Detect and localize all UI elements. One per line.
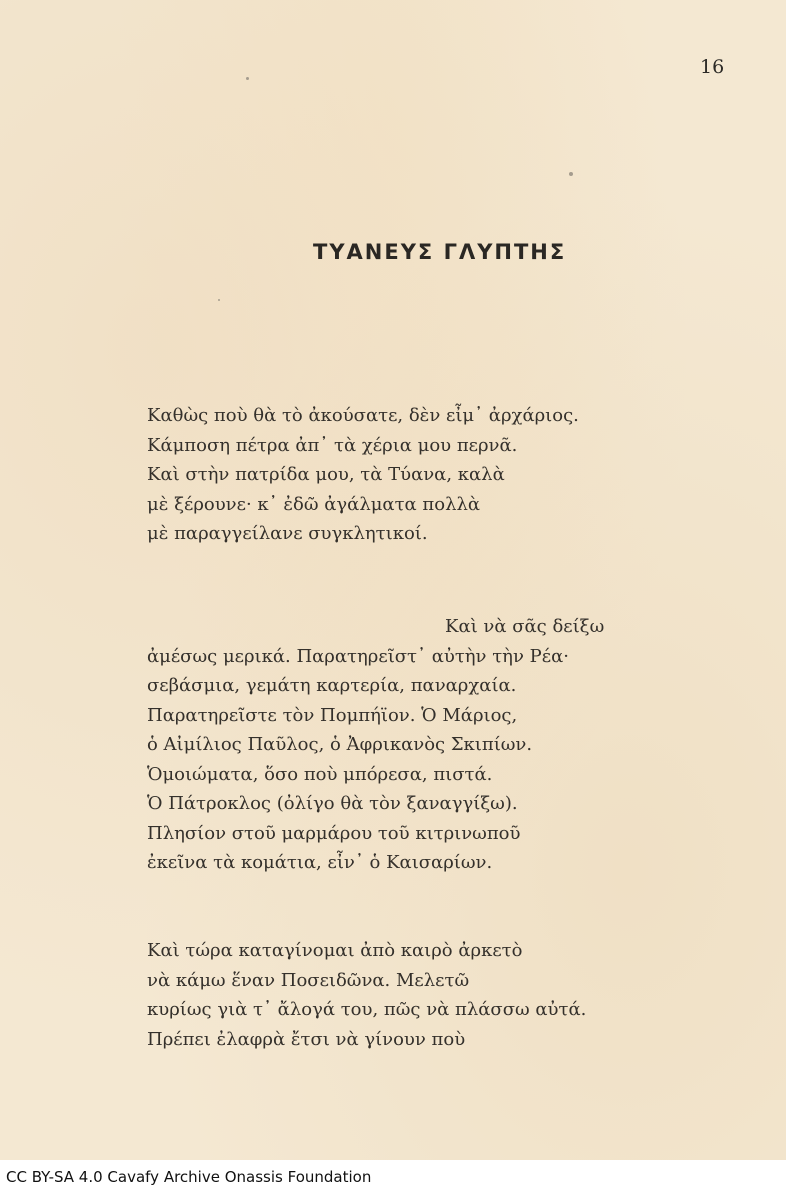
poem-title: ΤΥΑΝΕΥΣ ΓΛΥΠΤΗΣ bbox=[313, 240, 567, 264]
license-text: CC BY-SA 4.0 Cavafy Archive Onassis Foundation bbox=[6, 1168, 372, 1186]
poem-line: Πλησίον στοῦ μαρμάρου τοῦ κιτρινωποῦ bbox=[147, 822, 521, 844]
poem-line: Πρέπει ἐλαφρὰ ἔτσι νὰ γίνουν ποὺ bbox=[147, 1028, 466, 1050]
paper-speck bbox=[246, 77, 249, 80]
license-footer bbox=[0, 1160, 786, 1196]
page-number: 16 bbox=[700, 56, 725, 78]
poem-line: Ὁμοιώματα, ὅσο ποὺ μπόρεσα, πιστά. bbox=[147, 763, 493, 785]
poem-line: Κάμποση πέτρα ἀπ᾿ τὰ χέρια μου περνᾶ. bbox=[147, 434, 518, 456]
poem-line: σεβάσμια, γεμάτη καρτερία, παναρχαία. bbox=[147, 675, 517, 696]
poem-line: Ὁ Πάτροκλος (ὀλίγο θὰ τὸν ξαναγγίξω). bbox=[147, 793, 518, 814]
poem-line: Παρατηρεῖστε τὸν Πομπήϊον. Ὁ Μάριος, bbox=[147, 704, 518, 726]
poem-line: ἀμέσως μερικά. Παρατηρεῖστ᾿ αὐτὴν τὴν Ρέα· bbox=[147, 645, 569, 667]
poem-line: Καὶ στὴν πατρίδα μου, τὰ Τύανα, καλὰ bbox=[147, 464, 505, 485]
poem-line: ἐκεῖνα τὰ κομάτια, εἶν᾿ ὁ Καισαρίων. bbox=[147, 852, 493, 873]
poem-line: Καθὼς ποὺ θὰ τὸ ἀκούσατε, δὲν εἶμ᾿ ἀρχάριος. bbox=[147, 405, 579, 426]
stanza-1 bbox=[147, 401, 579, 549]
paper-speck bbox=[218, 299, 220, 301]
stanza-2 bbox=[147, 612, 604, 878]
poem-line-indented: Καὶ νὰ σᾶς δείξω bbox=[445, 616, 605, 637]
paper-speck bbox=[569, 172, 573, 176]
stanza-3 bbox=[147, 936, 586, 1054]
poem-line: μὲ παραγγείλανε συγκλητικοί. bbox=[147, 523, 428, 544]
poem-line: κυρίως γιὰ τ᾿ ἄλογά του, πῶς νὰ πλάσσω αὐτά. bbox=[147, 999, 587, 1020]
poem-line: μὲ ξέρουνε· κ᾿ ἐδῶ ἀγάλματα πολλὰ bbox=[147, 493, 481, 515]
poem-line: Καὶ τώρα καταγίνομαι ἀπὸ καιρὸ ἀρκετὸ bbox=[147, 940, 523, 961]
poem-line: νὰ κάμω ἕναν Ποσειδῶνα. Μελετῶ bbox=[147, 969, 470, 991]
poem-line: ὁ Αἰμίλιος Παῦλος, ὁ Ἀφρικανὸς Σκιπίων. bbox=[147, 734, 533, 755]
